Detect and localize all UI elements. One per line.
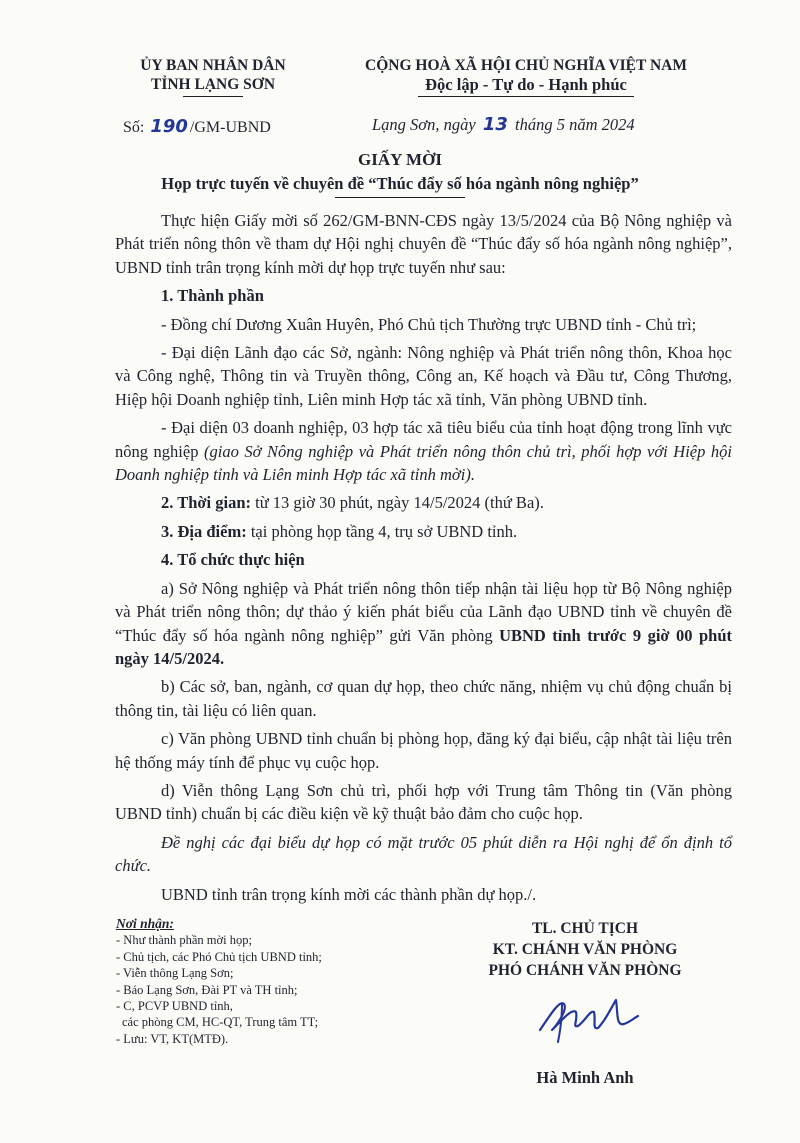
section-1-heading xyxy=(115,284,732,307)
motto-underline xyxy=(418,96,634,97)
section-4-heading xyxy=(115,548,732,571)
doc-number-handwritten: 190 xyxy=(150,116,188,137)
recipient-item: - Viễn thông Lạng Sơn; xyxy=(116,966,234,981)
agency-line-1: ỦY BAN NHÂN DÂN xyxy=(140,57,286,74)
recipients-block xyxy=(116,916,416,1047)
recipient-item: các phòng CM, HC-QT, Trung tâm TT; xyxy=(122,1015,319,1030)
item-a-deadline: UBND tỉnh trước 9 giờ 00 phút ngày 14/5/2024. xyxy=(115,625,733,668)
document-title: GIẤY MỜI xyxy=(358,150,442,169)
subtitle-underline xyxy=(335,197,465,198)
section-1-item-chair: - Đồng chí Dương Xuân Huyên, Phó Chủ tịch Thường trực UBND tỉnh - Chủ trì; xyxy=(161,314,697,334)
intro-paragraph: Thực hiện Giấy mời số 262/GM-BNN-CĐS ngày 13/5/2024 của Bộ Nông nghiệp và Phát triển nông thôn về tham dự Hội nghị chuyên đề “Thúc đẩy số hóa ngành nông nghiệp”, UBND tỉnh trân trọng kính mời dự họp trực tuyến như sau: xyxy=(115,211,732,277)
nation-name: CỘNG HOÀ XÃ HỘI CHỦ NGHĨA VIỆT NAM xyxy=(365,57,687,74)
section-1-item-enterprises xyxy=(115,416,732,486)
doc-number-prefix: Số: xyxy=(123,119,145,136)
enterprises-text: - Đại diện 03 doanh nghiệp, 03 hợp tác xã tiêu biểu của tỉnh hoạt động trong lĩnh vực nông nghiệp xyxy=(115,418,732,461)
recipient-item: - Báo Lạng Sơn, Đài PT và TH tỉnh; xyxy=(116,982,298,997)
enterprises-note: (giao Sở Nông nghiệp và Phát triển nông thôn chủ trì, phối hợp với Hiệp hội Doanh nghiệp tỉnh và Liên minh Hợp tác xã tỉnh mời). xyxy=(115,441,732,485)
signer-name: Hà Minh Anh xyxy=(536,1068,634,1087)
national-motto: Độc lập - Tự do - Hạnh phúc xyxy=(425,75,627,94)
issue-date xyxy=(372,114,635,135)
handwritten-signature xyxy=(532,990,642,1045)
document-body xyxy=(115,209,732,906)
item-a-text: a) Sở Nông nghiệp và Phát triển nông thôn tiếp nhận tài liệu họp từ Bộ Nông nghiệp và Phát triển nông thôn; dự thảo ý kiến phát biểu của Lãnh đạo UBND tỉnh về chuyên đề “Thúc đẩy số hóa ngành nông nghiệp” gửi Văn phòng xyxy=(115,578,732,645)
section-1-heading-text: 1. Thành phần xyxy=(161,286,264,306)
subtitle-text: Họp trực tuyến về chuyên đề “Thúc đẩy số hóa ngành nông nghiệp” xyxy=(161,174,639,193)
recipient-item: - Như thành phần mời họp; xyxy=(116,933,252,948)
signer-block xyxy=(440,918,730,981)
agency-line-2: TỈNH LẠNG SƠN xyxy=(150,76,276,93)
section-4-heading-text: 4. Tổ chức thực hiện xyxy=(161,550,305,570)
national-header xyxy=(330,56,722,97)
doc-number-suffix: /GM-UBND xyxy=(189,119,271,136)
attendance-request xyxy=(115,831,732,878)
section-2-text: từ 13 giờ 30 phút, ngày 14/5/2024 (thứ Ba). xyxy=(255,493,544,513)
date-prefix: Lạng Sơn, ngày xyxy=(372,115,476,134)
section-4-item-b: b) Các sở, ban, ngành, cơ quan dự họp, theo chức năng, nhiệm vụ chủ động chuẩn bị thông tin, tài liệu có liên quan. xyxy=(115,677,732,720)
agency-underline xyxy=(183,96,243,97)
section-4-item-c: c) Văn phòng UBND tỉnh chuẩn bị phòng họp, đăng ký đại biểu, cập nhật tài liệu trên hệ thống máy tính để phục vụ cuộc họp. xyxy=(115,729,732,772)
attendance-request-text: Đề nghị các đại biểu dự họp có mặt trước 05 phút diễn ra Hội nghị để ổn định tổ chức. xyxy=(115,832,732,876)
signer-line-1: TL. CHỦ TỊCH xyxy=(531,920,639,937)
section-3-text: tại phòng họp tầng 4, trụ sở UBND tỉnh. xyxy=(250,521,518,541)
section-3-label: 3. Địa điểm: xyxy=(161,521,247,541)
issuing-agency xyxy=(108,56,318,97)
section-4-item-d: d) Viễn thông Lạng Sơn chủ trì, phối hợp với Trung tâm Thông tin (Văn phòng UBND tỉnh) chuẩn bị các điều kiện về kỹ thuật bảo đảm cho cuộc họp. xyxy=(115,780,732,824)
recipient-item: - C, PCVP UBND tỉnh, xyxy=(116,999,233,1014)
date-day-handwritten: 13 xyxy=(482,114,508,135)
section-3-location xyxy=(115,520,732,543)
section-4-item-a xyxy=(115,577,732,671)
signer-line-3: PHÓ CHÁNH VĂN PHÒNG xyxy=(488,962,682,979)
closing-line: UBND tỉnh trân trọng kính mời các thành phần dự họp./. xyxy=(161,884,537,904)
signer-line-2: KT. CHÁNH VĂN PHÒNG xyxy=(492,941,678,958)
recipients-title: Nơi nhận: xyxy=(116,916,174,931)
document-subtitle xyxy=(0,174,800,198)
section-2-label: 2. Thời gian: xyxy=(161,493,251,513)
recipient-item: - Lưu: VT, KT(MTĐ). xyxy=(116,1031,229,1046)
date-suffix: tháng 5 năm 2024 xyxy=(515,115,635,134)
section-1-item-departments: - Đại diện Lãnh đạo các Sở, ngành: Nông nghiệp và Phát triển nông thôn, Khoa học và Công nghệ, Thông tin và Truyền thông, Công an, Kế hoạch và Đầu tư, Công Thương, Hiệp hội Doanh nghiệp tỉnh, Liên minh Hợp tác xã tỉnh, Văn phòng UBND tỉnh. xyxy=(115,343,732,409)
recipient-item: - Chủ tịch, các Phó Chủ tịch UBND tỉnh; xyxy=(116,949,322,964)
section-2-time xyxy=(115,491,732,514)
document-number xyxy=(123,116,271,137)
